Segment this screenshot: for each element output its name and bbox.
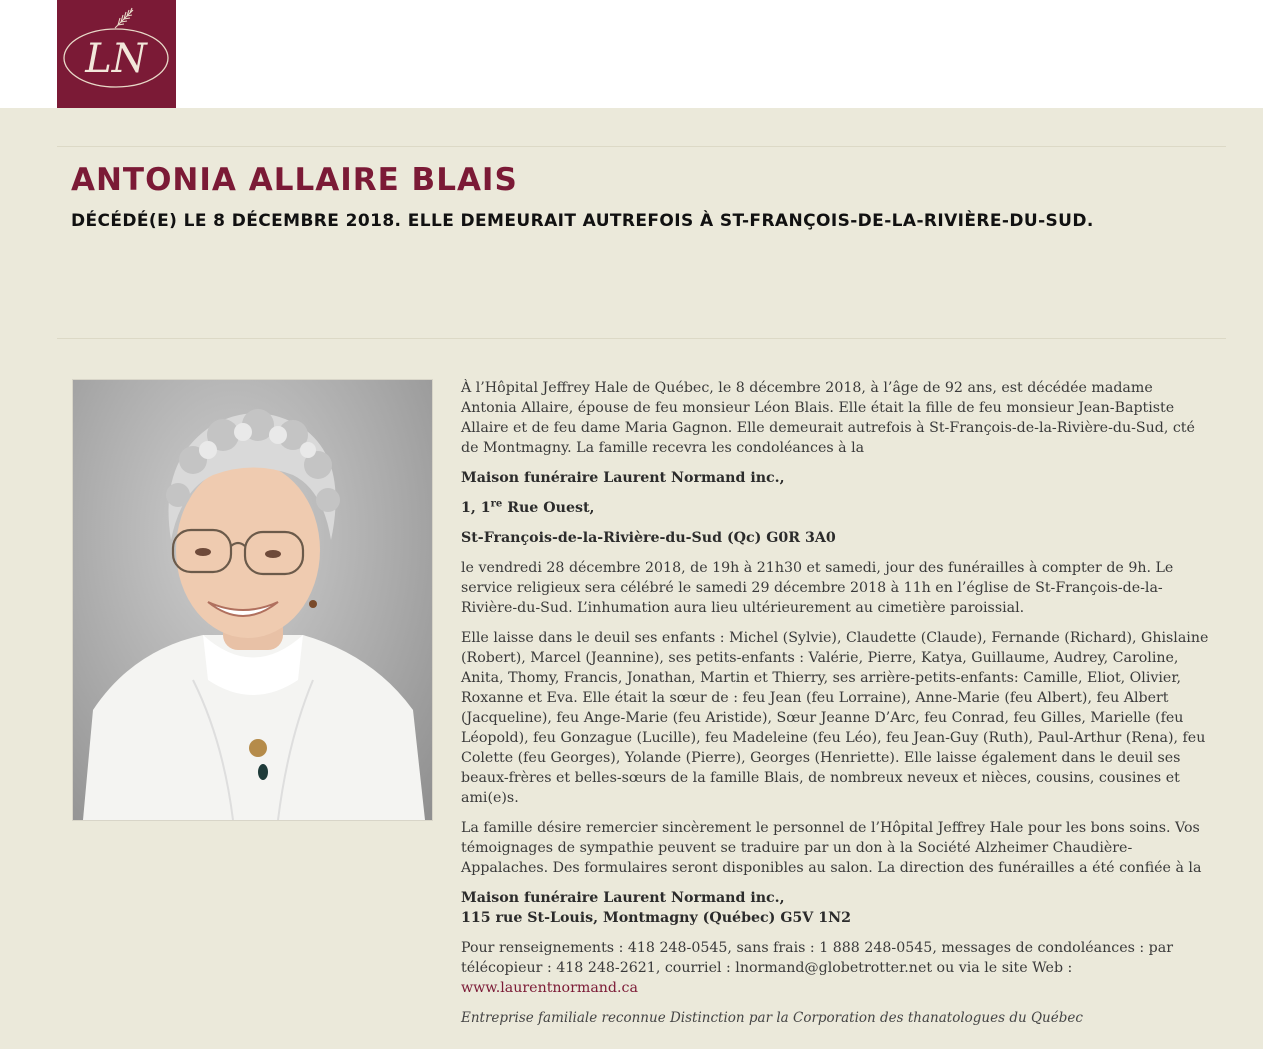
footer-edge (0, 1049, 1263, 1053)
svg-text:LN: LN (85, 36, 147, 82)
page-title: ANTONIA ALLAIRE BLAIS (71, 162, 518, 198)
page-subtitle: DÉCÉDÉ(E) LE 8 DÉCEMBRE 2018. ELLE DEMEURAIT AUTREFOIS À ST-FRANÇOIS-DE-LA-RIVIÈRE-DU-SUD. (71, 211, 1094, 231)
obituary-paragraph-family: Elle laisse dans le deuil ses enfants : Michel (Sylvie), Claudette (Claude), Fernande (Richard), Ghislaine (Robert), Marcel (Jeannine), ses petits-enfants : Valérie, Pierre, Katya, Guillaume, Audrey, Caroline, Anita, Thomy, Francis, Jonathan, Martin et Thierry, ses arrière-petits-enfants: Camille, Eliot, Olivier, Roxanne et Eva. Elle était la sœur de : feu Jean (feu Lorraine), Anne-Marie (feu Albert), feu Albert (Jacqueline), feu Ange-Marie (feu Aristide), Sœur Jeanne D’Arc, feu Conrad, feu Gilles, Marielle (feu Léopold), feu Gonzague (Lucille), feu Madeleine (feu Léo), feu Jean-Guy (Ruth), Paul-Arthur (Rena), feu Colette (feu Georges), Yolande (Pierre), Georges (Henriette). Elle laisse également dans le deuil ses beaux-frères et belles-sœurs de la famille Blais, de nombreux neveux et nièces, cousins, cousines et ami(e)s. (461, 630, 1209, 806)
obituary-paragraph-intro: À l’Hôpital Jeffrey Hale de Québec, le 8 décembre 2018, à l’âge de 92 ans, est décédée madame Antonia Allaire, épouse de feu monsieur Léon Blais. Elle était la fille de feu monsieur Jean-Baptiste Allaire et de feu dame Maria Gagnon. Elle demeurait autrefois à St-François-de-la-Rivière-du-Sud, cté de Montmagny. La famille recevra les condoléances à la (461, 380, 1195, 456)
distinction-note: Entreprise familiale reconnue Distinction par la Corporation des thanatologues du Québec (461, 1010, 1083, 1026)
funeral-home-block: Maison funéraire Laurent Normand inc., 115 rue St-Louis, Montmagny (Québec) G5V 1N2 (461, 890, 851, 926)
monogram-icon (57, 0, 176, 108)
logo[interactable] (57, 0, 176, 108)
funeral-home-address: 1, 1re Rue Ouest, (461, 498, 595, 516)
obituary-paragraph-visitation: le vendredi 28 décembre 2018, de 19h à 21h30 et samedi, jour des funérailles à compter de 9h. Le service religieux sera célébré le samedi 29 décembre 2018 à 11h en l’église de St-François-de-la-Rivière-du-Sud. L’inhumation aura lieu ultérieurement au cimetière paroissial. (461, 560, 1174, 616)
obituary-paragraph-contact: Pour renseignements : 418 248-0545, sans frais : 1 888 248-0545, messages de condoléances : par télécopieur : 418 248-2621, courriel : lnormand@globetrotter.net ou via le site Web : www.laurentnormand.ca (461, 940, 1173, 996)
obituary-paragraph-thanks: La famille désire remercier sincèrement le personnel de l’Hôpital Jeffrey Hale pour les bons soins. Vos témoignages de sympathie peuvent se traduire par un don à la Société Alzheimer Chaudière-Appalaches. Des formulaires seront disponibles au salon. La direction des funérailles a été confiée à la (461, 820, 1202, 876)
header-bar (0, 0, 1263, 108)
portrait-photo (72, 379, 433, 821)
website-link[interactable]: www.laurentnormand.ca (461, 980, 638, 996)
divider-top (57, 146, 1226, 147)
obituary-text (461, 378, 1211, 1038)
funeral-home-city: St-François-de-la-Rivière-du-Sud (Qc) G0R 3A0 (461, 530, 836, 546)
divider-middle (57, 338, 1226, 339)
funeral-home-name: Maison funéraire Laurent Normand inc., (461, 470, 785, 486)
